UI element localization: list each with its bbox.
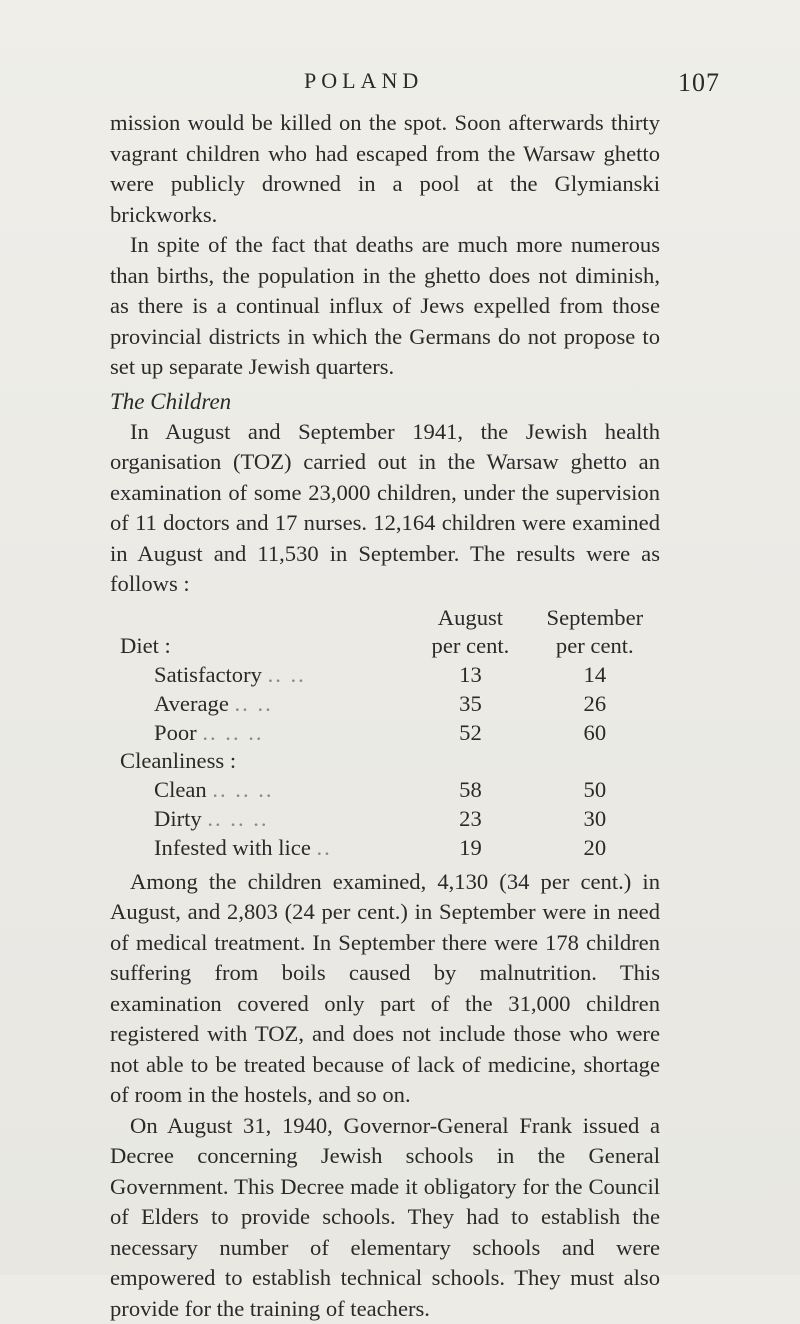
value-september: 20 (583, 834, 607, 860)
value-september: 50 (583, 777, 607, 803)
table-row (110, 776, 660, 805)
value-august: 13 (459, 662, 482, 688)
column-unit-september: per cent. (555, 633, 634, 659)
paragraph-treatment: Among the children examined, 4,130 (34 per cent.) in August, and 2,803 (24 per cent.) in September were in need of medical treatment. In September there were 178 children suffering from boils caused by malnutrition. This examination covered only part of the 31,000 children registered with TOZ, and does not include those who were not able to be treated because of lack of medicine, shortage of room in the hostels, and so on. (110, 868, 660, 1108)
value-august: 58 (459, 777, 482, 803)
column-header-september: September (546, 604, 644, 630)
page-header (110, 68, 720, 108)
table-row (110, 661, 660, 690)
value-august: 19 (459, 834, 482, 860)
group-label-diet: Diet : (120, 633, 171, 659)
value-september: 30 (583, 806, 607, 832)
paragraph-examination: In August and September 1941, the Jewish health organisation (TOZ) carried out in the Warsaw ghetto an examination of some 23,000 children, under the supervision of 11 doctors and 17 nurses. 12,164 children were examined in August and 11,530 in September. The results were as follows : (110, 418, 660, 596)
leader-dots: .. .. (267, 662, 306, 688)
leader-dots: .. .. .. (212, 777, 274, 803)
results-table (110, 604, 660, 863)
leader-dots: .. (316, 834, 332, 860)
row-label-clean: Clean (154, 777, 207, 803)
value-august: 35 (459, 690, 482, 716)
value-september: 26 (583, 690, 607, 716)
group-label-cleanliness: Cleanliness : (120, 748, 237, 774)
row-label-poor: Poor (154, 719, 197, 745)
value-september: 14 (583, 662, 607, 688)
paragraph-population: In spite of the fact that deaths are much more numerous than births, the population in the ghetto does not diminish, as there is a continual influx of Jews expelled from those provincial districts in which the Germans do not propose to set up separate Jewish quarters. (110, 232, 660, 379)
running-head: POLAND (304, 68, 424, 93)
table-header-row-2 (110, 632, 660, 661)
row-label-satisfactory: Satisfactory (154, 662, 262, 688)
paragraph-continued: mission would be killed on the spot. Soon afterwards thirty vagrant children who had escaped from the Warsaw ghetto were publicly drowned in a pool at the Glymianski brickworks. (110, 110, 660, 227)
row-label-lice: Infested with lice (154, 834, 311, 860)
row-label-dirty: Dirty (154, 806, 202, 832)
section-heading: The Children (110, 388, 232, 414)
table-header-row-1 (110, 604, 660, 633)
leader-dots: .. .. .. (202, 719, 264, 745)
table-group-row (110, 747, 660, 776)
table-row (110, 834, 660, 863)
table-row (110, 690, 660, 719)
value-september: 60 (583, 719, 607, 745)
leader-dots: .. .. (234, 690, 273, 716)
table-row (110, 719, 660, 748)
page-number: 107 (678, 68, 720, 97)
paragraph-decree: On August 31, 1940, Governor-General Frank issued a Decree concerning Jewish schools in the General Government. This Decree made it obligatory for the Council of Elders to provide schools. They had to establish the necessary number of elementary schools and were empowered to establish technical schools. They must also provide for the training of teachers. (110, 1112, 660, 1321)
value-august: 52 (459, 719, 482, 745)
column-header-august: August (437, 604, 504, 630)
column-unit-august: per cent. (431, 633, 510, 659)
leader-dots: .. .. .. (207, 806, 269, 832)
value-august: 23 (459, 806, 482, 832)
table-row (110, 805, 660, 834)
row-label-average: Average (154, 690, 229, 716)
